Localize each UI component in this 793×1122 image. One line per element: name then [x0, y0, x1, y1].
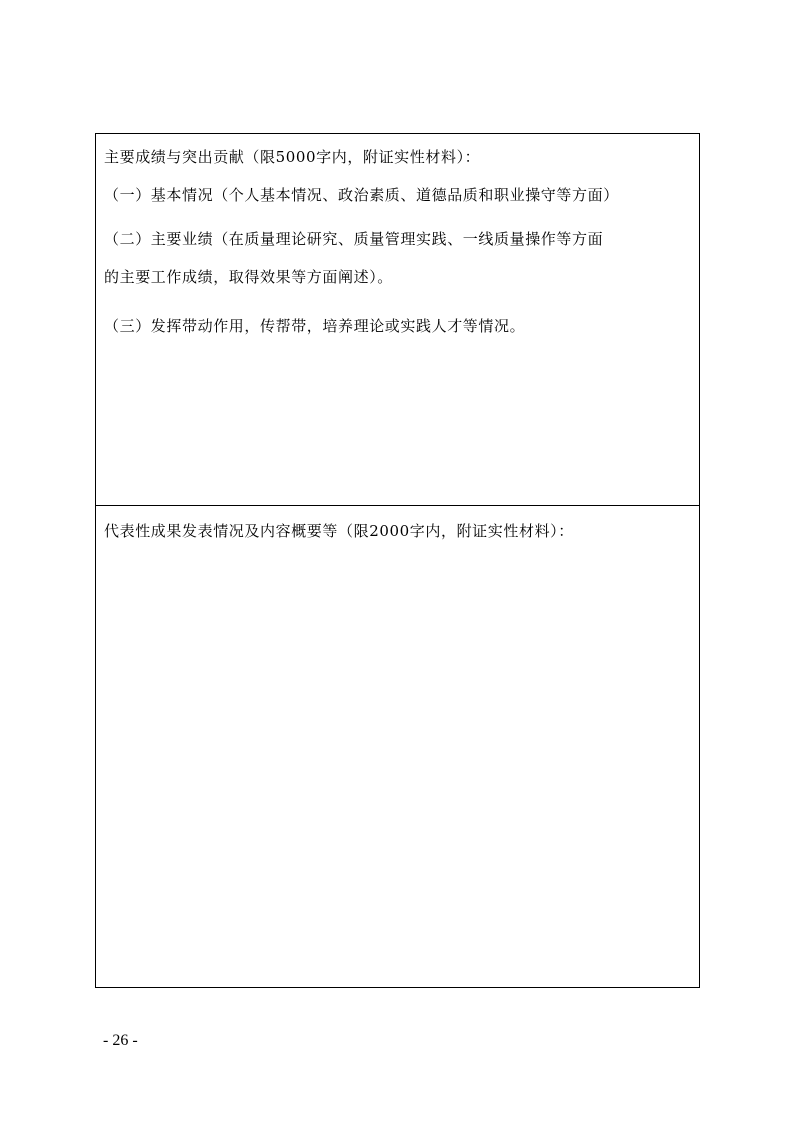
publications-cell[interactable] — [96, 506, 699, 987]
main-performance-item-line-1: （二）主要业绩（在质量理论研究、质量管理实践、一线质量操作等方面 — [104, 230, 604, 248]
main-performance-item-line-2: 的主要工作成绩，取得效果等方面阐述）。 — [104, 268, 393, 286]
page-number: - 26 - — [103, 1032, 138, 1049]
publications-heading: 代表性成果发表情况及内容概要等（限2000字内，附证实性材料）： — [104, 522, 574, 540]
leading-role-item: （三）发挥带动作用，传帮带，培养理论或实践人才等情况。 — [104, 317, 526, 335]
achievements-cell[interactable] — [96, 134, 699, 506]
application-form-table — [95, 133, 700, 988]
achievements-heading: 主要成绩与突出贡献（限5000字内，附证实性材料）： — [104, 148, 481, 166]
basic-situation-item: （一）基本情况（个人基本情况、政治素质、道德品质和职业操守等方面） — [104, 186, 619, 204]
